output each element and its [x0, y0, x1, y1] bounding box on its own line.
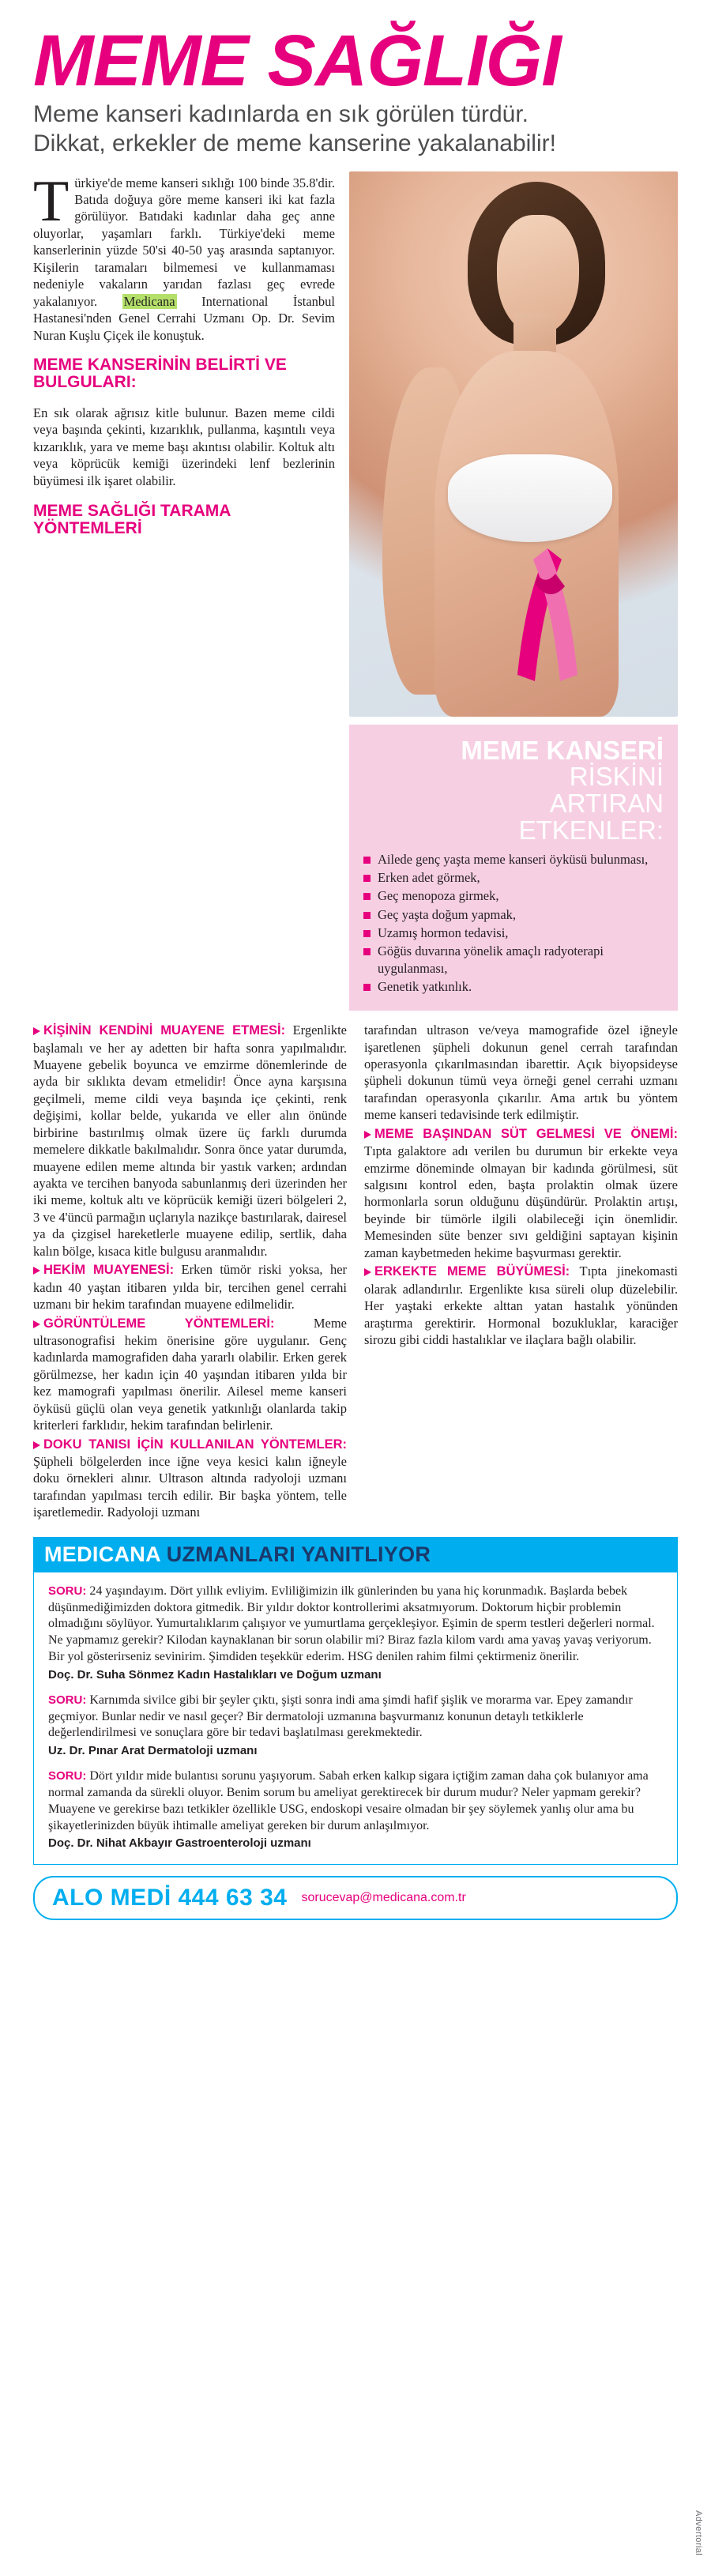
arrow-icon [33, 1441, 40, 1449]
question-text: Dört yıldır mide bulantısı sorunu yaşıyorum. Sabah erken kalkıp sigara içtiğim zaman daha çok bulanıyor ama normal zamanda da sürekli oluyor. Benim sorum bu ameliyat gerektirecek bir durum mudur? Neler yapmam gerekir? [48, 1769, 649, 1799]
qa-item [48, 1768, 663, 1850]
question-label: SORU: [48, 1769, 87, 1783]
arrow-icon [364, 1268, 371, 1276]
topic-body: Tıpta jinekomasti olarak adlandırılır. Ergenlikte kısa süreli olup düzelebilir. Her yaştaki erkekte alttan yatan hastalık yönünden araştırma gerektirir. Hormonal bozukluklar, karaciğer sirozu gibi ciddi hastalıklar ve ilaçlara bağlı olabilir. [364, 1264, 678, 1347]
doctor-name: Doç. Dr. Nihat Akbayır Gastroenteroloji uzmanı [48, 1836, 311, 1851]
pink-ribbon-icon [500, 542, 595, 684]
risk-title-line4: ETKENLER: [518, 815, 664, 845]
doctor-name: Uz. Dr. Pınar Arat Dermatoloji uzmanı [48, 1744, 258, 1758]
question-text: 24 yaşındayım. Dört yıllık evliyim. Evliliğimizin ilk günlerinden bu yana hiç korunmadık. Başlarda bebek düşünmediğimizden doktora gitmedik. Bir yıldır doktor kontrollerimi aksatmıyorum. Doktorum hiçbir problemin olmadığını söylüyor. Yumurtalıklarım çalışıyor ve yumurtlama gerçekleşiyor. Eşimin de sperm testleri değerleri normal. Ne yapmamız gerekir? Kilodan kaynaklanan bir sorun olabilir mi? Biraz fazla kilom vardı ama yavaş yavaş veriyorum. Bir yol gösterirseniz sevinirim. Şimdiden teşekkür ederim. [48, 1584, 655, 1663]
risk-title-line3: ARTIRAN [549, 788, 664, 818]
risk-box-title [363, 737, 664, 844]
qa-banner-brand: MEDICANA [44, 1542, 160, 1566]
method-heading-label: GÖRÜNTÜLEME YÖNTEMLERİ: [43, 1316, 275, 1331]
arrow-icon [33, 1320, 40, 1328]
risk-title-line1: MEME KANSERİ [461, 735, 664, 765]
page-deck: Meme kanseri kadınlarda en sık görülen türdür. Dikkat, erkekler de meme kanserine yakalanabilir! [33, 101, 556, 156]
qa-list [33, 1572, 678, 1866]
answer-text: Muayene ve gerekirse bazı tetkikler özellikle USG, endoskopi vesaire olmadan bir şey söylemek yanlış olur ama bu şikayetlerinizden büyük ihtimalle ameliyat gereken bir durum anlaşılmıyor. [48, 1802, 634, 1832]
woman-breast-self-exam-photo [349, 171, 678, 717]
qa-item [48, 1693, 663, 1757]
method-body: Ergenlikte başlamalı ve her ay adetten bir hafta sonra yapılmalıdır. Muayene gebelik boyunca ve emzirme dönemlerinde de ayda bir sıklıkta devam etmelidir! Önce ayna karşısına geçilmeli, meme cildi veya başında içe çekinti, renk değişimi, kollar belde, yukarıda ve eller alın önünde birbirine bastırılmış olmak üzere üç farklı durumda memelere dikkatle bakılmalıdır. Sonra önce yatar durumda, muayene edilen meme altında bir yastık varken; ardından ayakta ve tercihen banyoda sabunlanmış deri üzerinden her iki meme, koltuk altı ve köprücük kemiği üzeri bölgeleri 2, 3 ve 4'üncü parmağın uçlarıyla nazikçe bastırılarak, dairesel ya da çizgisel hareketlerle muayene edilip, sertlik, daha kalın bölge, kısaca kitle bulgusu aranmalıdır. [33, 1022, 347, 1259]
advertorial-label: Advertorial [694, 2510, 703, 2555]
qa-item [48, 1584, 663, 1682]
topic-block [364, 1125, 678, 1262]
contact-footer [33, 1876, 678, 1920]
left-column [33, 168, 335, 543]
method-heading-label: KİŞİNİN KENDİNİ MUAYENE ETMESİ: [43, 1023, 286, 1038]
continuation-text: tarafından ultrason ve/veya mamografide özel iğneyle işaretlenen şüpheli dokunun genel cerrah tarafından operasyonla çıkarılmasından ibarettir. Açık biyopsideyse şüpheli dokunun tümü veya örneği genel cerrahi uzmanı tarafından operasyonla çıkarılır. Ama artık bu yöntem meme kanseri tedavisinde terk edilmiştir. [364, 1022, 678, 1123]
list-item: Göğüs duvarına yönelik amaçlı radyoterapi uygulanması, [363, 943, 664, 977]
method-block [33, 1315, 347, 1434]
methods-column [33, 1022, 347, 1523]
method-heading-label: DOKU TANISI İÇİN KULLANILAN YÖNTEMLER: [43, 1437, 347, 1452]
list-item: Ailede genç yaşta meme kanseri öyküsü bulunması, [363, 851, 664, 868]
symptoms-heading: MEME KANSERİNİN BELİRTİ VE BULGULARI: [33, 355, 287, 392]
hotline-number[interactable]: ALO MEDİ 444 63 34 [52, 1885, 288, 1911]
page-title: MEME SAĞLIĞI [33, 21, 561, 101]
topic-heading [364, 1127, 678, 1141]
method-block [33, 1022, 347, 1260]
method-block [33, 1261, 347, 1312]
right-column [349, 171, 678, 1011]
method-heading [33, 1437, 347, 1452]
qa-section-banner [33, 1537, 678, 1572]
doctor-name: Doç. Dr. Suha Sönmez Kadın Hastalıkları ve Doğum uzmanı [48, 1667, 382, 1682]
answer-text: HSG denilen rahim filmi çektirmeniz önerilir. [348, 1649, 580, 1663]
list-item: Geç yaşta doğum yapmak, [363, 906, 664, 924]
topic-block [364, 1263, 678, 1348]
method-body: Meme ultrasonografisi hekim önerisine göre uygulanır. Genç kadınlarda mamografiden daha yararlı olabilir. Erken gerek görülmezse, her kadın için 40 yaşından itibaren yılda bir kez mamografi yapılması önerilir. Ailesel meme kanseri öyküsü güçlü olan veya genetik yatkınlığı olanlarda takip kriterleri farklıdır, hekim tarafından belirlenir. [33, 1315, 347, 1433]
method-heading-label: HEKİM MUAYENESİ: [43, 1263, 175, 1278]
arrow-icon [33, 1027, 40, 1035]
topic-heading-label: ERKEKTE MEME BÜYÜMESİ: [374, 1264, 570, 1279]
topic-heading-label: MEME BAŞINDAN SÜT GELMESİ VE ÖNEMİ: [374, 1126, 678, 1141]
question-label: SORU: [48, 1584, 87, 1598]
method-heading [33, 1316, 274, 1331]
method-body: Şüpheli bölgelerden ince iğne veya kesici kalın iğneyle doku örnekleri alınır. Ultrason altında radyoloji uzmanı tarafından yapılması tercih edilir. Bir başka yöntem, telle işaretlemedir. Radyoloji uzmanı [33, 1454, 347, 1520]
continuation-column [364, 1022, 678, 1523]
method-body: Erken tümör riski yoksa, her kadın 40 yaştan itibaren yılda bir, tercihen genel cerrahi uzmanı bir hekim tarafından muayene edilmelidir. [33, 1262, 348, 1312]
risk-factors-list [363, 851, 664, 996]
list-item: Uzamış hormon tedavisi, [363, 925, 664, 942]
intro-text-1: Türkiye'de meme kanseri sıklığı 100 binde 35.8'dir. Batıda doğuya göre meme kanseri iki kat fazla görülüyor. Batıdaki kadınlar daha geç anne oluyorlar, yaşamları farklı. Türkiye'deki meme kanserlerinin yüzde 50'si 40-50 yaş arasında saptanıyor. Kişilerin taramaları bilmemesi ve kullanmaması nedeniyle vakaların yarıdan fazlası geç evrede yakalanıyor. [33, 168, 335, 309]
intro-text-2: International İstanbul Hastanesi'nden Genel Cerrahi Uzmanı Op. Dr. Sevim Nuran Kuşlu Çiçek ile konuştuk. [33, 293, 335, 343]
risk-factors-box [349, 725, 678, 1011]
method-heading [33, 1023, 285, 1038]
topic-heading [364, 1264, 570, 1279]
screening-heading: MEME SAĞLIĞI TARAMA YÖNTEMLERİ [33, 501, 231, 537]
topic-body: Tıpta galaktore adı verilen bu durumun bir erkekte veya emzirme döneminde olmayan bir kadında görülmesi, süt salgısını kontrol eden, başta prolaktin olmak üzere hormonlarla sorun olduğunu düşündürür. Prolaktin artışı, beyinde bir tümörle ilgili olabileceği için önemlidir. Memesinden süte benzer sıvı geldiğini saptayan kişinin zaman kaybetmeden hekime başvurması gerektir. [364, 1143, 678, 1260]
contact-email[interactable]: sorucevap@medicana.com.tr [301, 1891, 466, 1905]
arrow-icon [33, 1267, 40, 1275]
arrow-icon [364, 1131, 371, 1139]
list-item: Genetik yatkınlık. [363, 978, 664, 996]
answer-text: Bir dermatoloji uzmanına başvurmanız konunun detaylı tetkiklerle değerlendirilmesi ve sonuçlara göre bir tedavi başlatılması gerekmektedir. [48, 1709, 584, 1740]
qa-banner-rest: UZMANLARI YANITLIYOR [166, 1542, 431, 1566]
list-item: Erken adet görmek, [363, 869, 664, 887]
method-block [33, 1436, 347, 1521]
list-item: Geç menopoza girmek, [363, 887, 664, 905]
brand-highlight: Medicana [123, 293, 175, 309]
intro-paragraph [33, 168, 335, 344]
question-label: SORU: [48, 1693, 87, 1707]
method-heading [33, 1263, 174, 1277]
symptoms-body: En sık olarak ağrısız kitle bulunur. Bazen meme cildi veya başında çekinti, kızarıklık, pullanma, kaşıntılı veya kızarıklık, yara ve meme başı akıntısı olabilir. Koltuk altı veya köprücük kemiği üzerindeki lenf bezlerinin büyümesi ilk işaret olabilir. [33, 405, 335, 488]
question-text: Karnımda sivilce gibi bir şeyler çıktı, şişti sonra indi ama şimdi hafif şişlik ve morarma var. Epey zamandır geçmiyor. Bunlar nedir ve nasıl geçer? [48, 1693, 633, 1723]
top-section [33, 168, 678, 1011]
risk-title-line2: RİSKİNİ [569, 762, 664, 792]
body-two-column [33, 1022, 678, 1523]
photo-bra [448, 454, 612, 541]
